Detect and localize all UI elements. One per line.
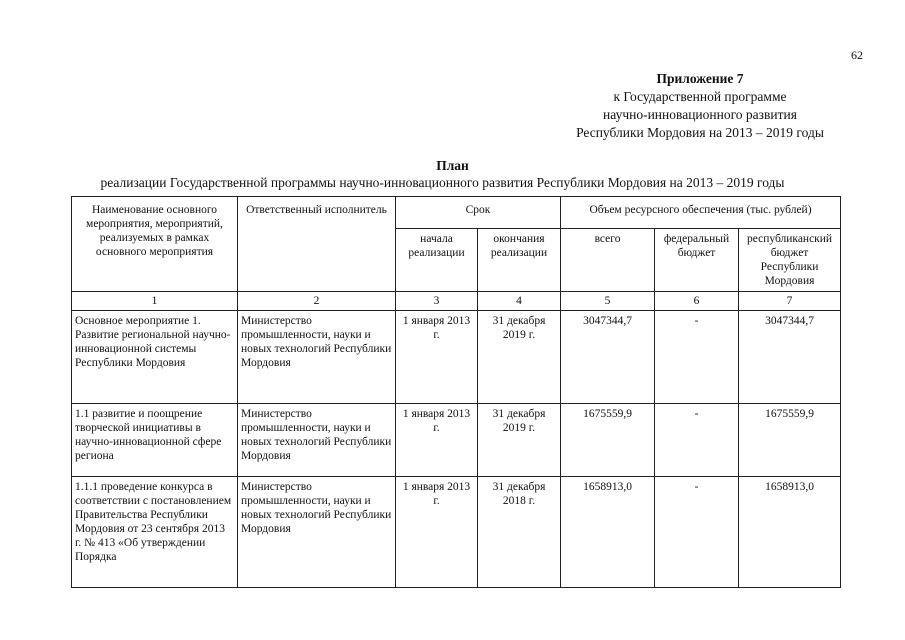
appendix-header — [535, 70, 865, 142]
plan-subtitle: реализации Государственной программы научно-инновационного развития Республики Мордовия на 2013 – 2019 годы — [100, 175, 785, 190]
row-total: 1658913,0 — [561, 477, 655, 588]
row-start: 1 января 2013 г. — [396, 404, 478, 477]
header-term-end: окончания реализации — [478, 229, 561, 292]
header-funding: Объем ресурсного обеспечения (тыс. рублей) — [561, 197, 841, 229]
column-number: 4 — [478, 292, 561, 311]
row-republic: 1675559,9 — [739, 404, 841, 477]
column-number: 1 — [72, 292, 238, 311]
row-executor: Министерство промышленности, науки и новых технологий Республики Мордовия — [238, 404, 396, 477]
appendix-line: к Государственной программе — [613, 89, 787, 104]
appendix-line: научно-инновационного развития — [603, 107, 797, 122]
row-executor: Министерство промышленности, науки и новых технологий Республики Мордовия — [238, 311, 396, 404]
header-name: Наименование основного мероприятия, мероприятий, реализуемых в рамках основного мероприятия — [72, 197, 238, 292]
row-federal: - — [655, 404, 739, 477]
column-number: 5 — [561, 292, 655, 311]
row-name: 1.1.1 проведение конкурса в соответствии с постановлением Правительства Республики Мордовия от 23 сентября 2013 г. № 413 «Об утверждении Порядка — [72, 477, 238, 588]
plan-title: План — [436, 158, 469, 173]
appendix-line: Республики Мордовия на 2013 – 2019 годы — [576, 125, 824, 140]
column-number: 3 — [396, 292, 478, 311]
header-term-start: начала реализации — [396, 229, 478, 292]
column-numbers-row — [72, 292, 841, 311]
header-republic: республиканский бюджет Республики Мордовия — [739, 229, 841, 292]
appendix-title: Приложение 7 — [656, 71, 744, 86]
header-term: Срок — [396, 197, 561, 229]
header-row — [72, 197, 841, 229]
row-name: Основное мероприятие 1. Развитие региональной научно-инновационной системы Республики Мордовия — [72, 311, 238, 404]
row-total: 3047344,7 — [561, 311, 655, 404]
page-number: 62 — [851, 48, 863, 62]
row-executor: Министерство промышленности, науки и новых технологий Республики Мордовия — [238, 477, 396, 588]
column-number: 6 — [655, 292, 739, 311]
header-federal: федеральный бюджет — [655, 229, 739, 292]
row-end: 31 декабря 2019 г. — [478, 404, 561, 477]
row-republic: 1658913,0 — [739, 477, 841, 588]
table-row — [72, 477, 841, 588]
plan-table — [71, 196, 841, 588]
row-federal: - — [655, 311, 739, 404]
table-row — [72, 311, 841, 404]
column-number: 7 — [739, 292, 841, 311]
row-start: 1 января 2013 г. — [396, 477, 478, 588]
row-end: 31 декабря 2019 г. — [478, 311, 561, 404]
row-republic: 3047344,7 — [739, 311, 841, 404]
plan-heading — [0, 157, 905, 191]
column-number: 2 — [238, 292, 396, 311]
row-total: 1675559,9 — [561, 404, 655, 477]
header-total: всего — [561, 229, 655, 292]
table-row — [72, 404, 841, 477]
header-executor: Ответственный исполнитель — [238, 197, 396, 292]
row-end: 31 декабря 2018 г. — [478, 477, 561, 588]
row-start: 1 января 2013 г. — [396, 311, 478, 404]
row-name: 1.1 развитие и поощрение творческой инициативы в научно-инновационной сфере региона — [72, 404, 238, 477]
row-federal: - — [655, 477, 739, 588]
